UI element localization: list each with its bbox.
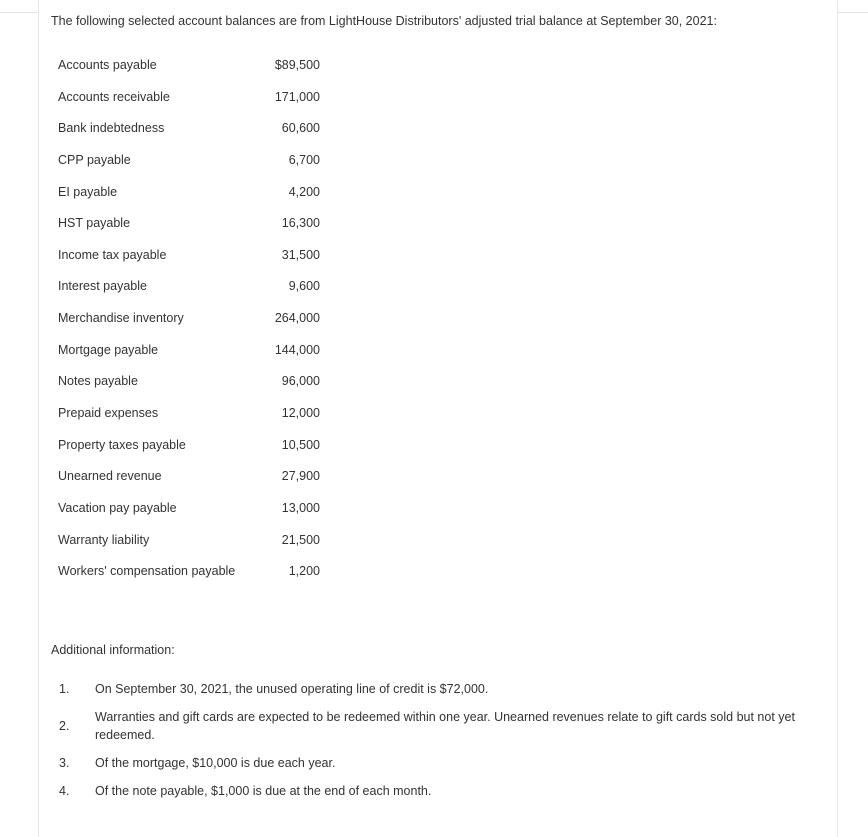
list-item-text: Of the note payable, $1,000 is due at the end of each month. <box>95 784 432 798</box>
account-name: Interest payable <box>58 279 147 294</box>
list-item-number: 4. <box>59 784 70 798</box>
table-row <box>58 366 328 398</box>
account-name: Notes payable <box>58 374 138 389</box>
account-name: Accounts receivable <box>58 89 170 104</box>
account-name: Bank indebtedness <box>58 121 165 136</box>
intro-text: The following selected account balances are from LightHouse Distributors' adjusted trial balance at September 30, 2021: <box>51 14 717 28</box>
account-amount: 264,000 <box>274 311 320 326</box>
account-name: Mortgage payable <box>58 342 159 357</box>
list-item-number: 3. <box>59 756 70 770</box>
account-name: Merchandise inventory <box>58 311 184 326</box>
table-row <box>58 525 328 557</box>
list-item-number: 1. <box>59 682 70 696</box>
account-name: Unearned revenue <box>58 469 162 484</box>
account-balances-table <box>58 50 328 588</box>
account-name: Property taxes payable <box>58 437 186 452</box>
list-item-number: 2. <box>59 719 70 733</box>
table-row <box>58 145 328 177</box>
account-amount: 12,000 <box>281 406 320 421</box>
account-amount: 21,500 <box>281 532 320 547</box>
account-amount: 60,600 <box>281 121 320 136</box>
additional-information-list <box>51 680 811 810</box>
additional-information-heading: Additional information: <box>51 643 175 657</box>
account-name: Accounts payable <box>58 58 157 72</box>
account-amount: 6,700 <box>288 152 320 167</box>
account-amount: $89,500 <box>274 58 320 72</box>
account-amount: 171,000 <box>274 89 320 104</box>
table-row <box>58 493 328 525</box>
table-row <box>58 430 328 462</box>
table-row <box>58 208 328 240</box>
account-name: CPP payable <box>58 152 131 167</box>
table-row <box>58 113 328 145</box>
table-row <box>58 50 328 82</box>
account-amount: 144,000 <box>274 342 320 357</box>
table-row <box>58 335 328 367</box>
table-row <box>58 461 328 493</box>
account-name: Prepaid expenses <box>58 406 159 421</box>
list-item <box>51 680 811 698</box>
list-item-text: Of the mortgage, $10,000 is due each year. <box>95 756 336 770</box>
table-row <box>58 398 328 430</box>
account-name: HST payable <box>58 216 131 231</box>
list-item <box>51 754 811 772</box>
list-item <box>51 782 811 800</box>
list-item-text: On September 30, 2021, the unused operating line of credit is $72,000. <box>95 682 489 696</box>
list-item-text: Warranties and gift cards are expected to be redeemed within one year. Unearned revenues relate to gift cards sold but not yet redeemed. <box>95 710 795 742</box>
account-name: Income tax payable <box>58 247 167 262</box>
list-item <box>51 708 811 744</box>
account-name: Workers' compensation payable <box>58 564 236 579</box>
table-row <box>58 82 328 114</box>
account-amount: 13,000 <box>281 500 320 515</box>
account-amount: 16,300 <box>281 216 320 231</box>
account-amount: 4,200 <box>288 184 320 199</box>
table-row <box>58 177 328 209</box>
account-amount: 9,600 <box>288 279 320 294</box>
table-row <box>58 556 328 588</box>
table-row <box>58 240 328 272</box>
account-amount: 1,200 <box>288 564 320 579</box>
account-name: EI payable <box>58 184 118 199</box>
account-name: Warranty liability <box>58 532 150 547</box>
account-amount: 31,500 <box>281 247 320 262</box>
account-name: Vacation pay payable <box>58 500 177 515</box>
table-row <box>58 303 328 335</box>
table-row <box>58 271 328 303</box>
account-amount: 96,000 <box>281 374 320 389</box>
account-amount: 27,900 <box>281 469 320 484</box>
account-amount: 10,500 <box>281 437 320 452</box>
